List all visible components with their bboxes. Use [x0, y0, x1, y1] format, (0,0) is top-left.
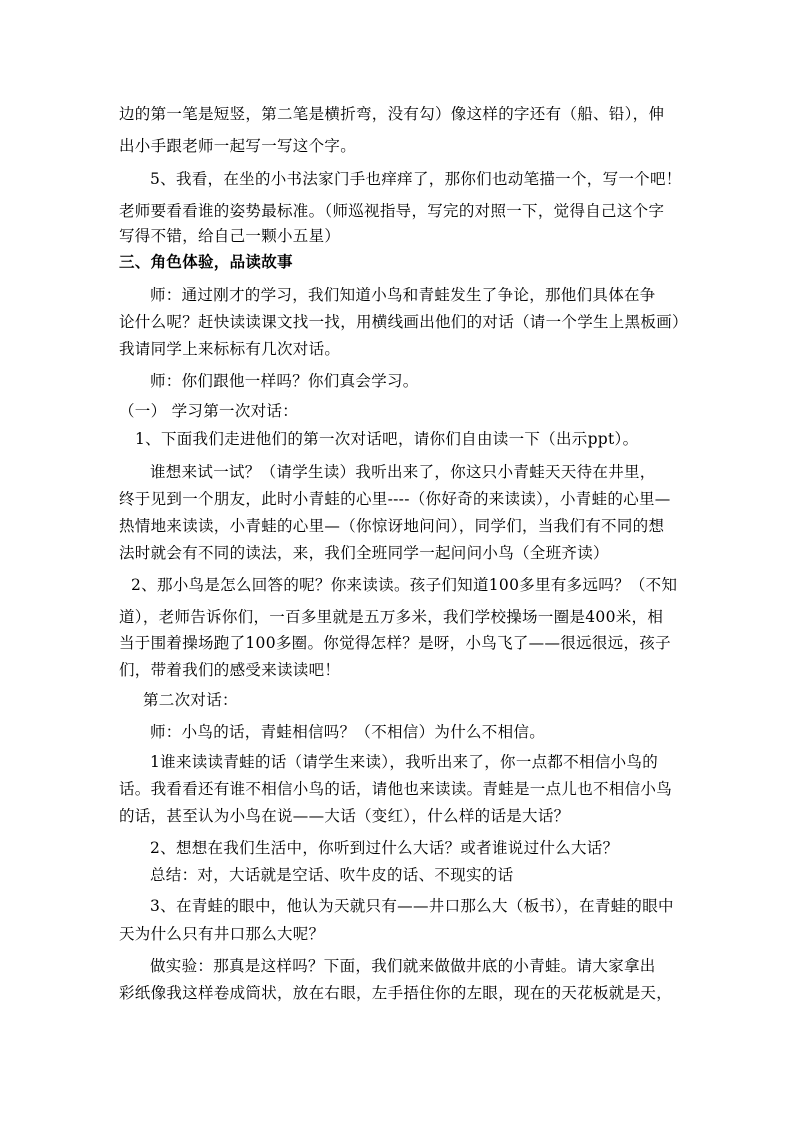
text-line: 彩纸像我这样卷成筒状，放在右眼，左手捂住你的左眼，现在的天花板就是天，	[119, 984, 673, 1002]
text-line: 总结：对，大话就是空话、吹牛皮的话、不现实的话	[150, 866, 514, 884]
text-line: 们，带着我们的感受来读读吧！	[119, 661, 341, 679]
text-line: 2、那小鸟是怎么回答的呢？你来读读。孩子们知道100多里有多远吗？（不知	[131, 576, 678, 594]
subsection-heading: 第二次对话：	[143, 691, 238, 709]
section-heading: 三、角色体验，品读故事	[119, 252, 293, 271]
subsection-heading: （一） 学习第一次对话：	[119, 402, 299, 420]
text-line: 谁想来试一试？（请学生读）我听出来了，你这只小青蛙天天待在井里，	[150, 463, 656, 481]
text-line: 出小手跟老师一起写一写这个字。	[119, 137, 357, 155]
text-line: 话。我看看还有谁不相信小鸟的话，请他也来读读。青蛙是一点儿也不相信小鸟	[119, 780, 673, 798]
text-line: 当于围着操场跑了100多圈。你觉得怎样？是呀，小鸟飞了——很远很远，孩子	[119, 634, 671, 652]
text-line: 写得不错，给自己一颗小五星）	[119, 227, 341, 245]
text-line: 天为什么只有井口那么大呢？	[119, 925, 325, 943]
text-line: 1、下面我们走进他们的第一次对话吧，请你们自由读一下（出示ppt）。	[135, 430, 639, 448]
text-line: 的话，甚至认为小鸟在说——大话（变红），什么样的话是大话？	[119, 807, 570, 825]
text-line: 3、在青蛙的眼中，他认为天就只有——井口那么大（板书），在青蛙的眼中	[150, 897, 674, 915]
text-line: 终于见到一个朋友，此时小青蛙的心里----（你好奇的来读读），小青蛙的心里—	[119, 490, 671, 508]
text-line: 道），老师告诉你们，一百多里就是五万多米，我们学校操场一圈是400米，相	[119, 608, 664, 626]
text-line: 5、我看，在坐的小书法家门手也痒痒了，那你们也动笔描一个，写一个吧！	[150, 170, 682, 188]
text-line: 老师要看看谁的姿势最标准。（师巡视指导，写完的对照一下，觉得自己这个字	[119, 202, 665, 220]
text-line: 论什么呢？赶快读读课文找一找，用横线画出他们的对话（请一个学生上黑板画）	[119, 313, 688, 331]
text-line: 2、想想在我们生活中，你听到过什么大话？或者谁说过什么大话？	[150, 839, 619, 857]
text-line: 师：通过刚才的学习，我们知道小鸟和青蛙发生了争论，那他们具体在争	[150, 286, 656, 304]
text-line: 做实验：那真是这样吗？下面，我们就来做做井底的小青蛙。请大家拿出	[150, 957, 656, 975]
text-line: 1谁来读读青蛙的话（请学生来读），我听出来了，你一点都不相信小鸟的	[150, 753, 659, 771]
text-line: 法时就会有不同的读法，来，我们全班同学一起问问小鸟（全班齐读）	[119, 544, 609, 562]
text-line: 边的第一笔是短竖，第二笔是横折弯，没有勾）像这样的字还有（船、铅），伸	[119, 105, 665, 123]
text-line: 师：你们跟他一样吗？你们真会学习。	[150, 372, 419, 390]
text-line: 热情地来读读，小青蛙的心里—（你惊讶地问问），同学们，当我们有不同的想	[119, 517, 665, 535]
text-line: 师：小鸟的话，青蛙相信吗？（不相信）为什么不相信。	[150, 723, 546, 741]
text-line: 我请同学上来标标有几次对话。	[119, 340, 341, 358]
